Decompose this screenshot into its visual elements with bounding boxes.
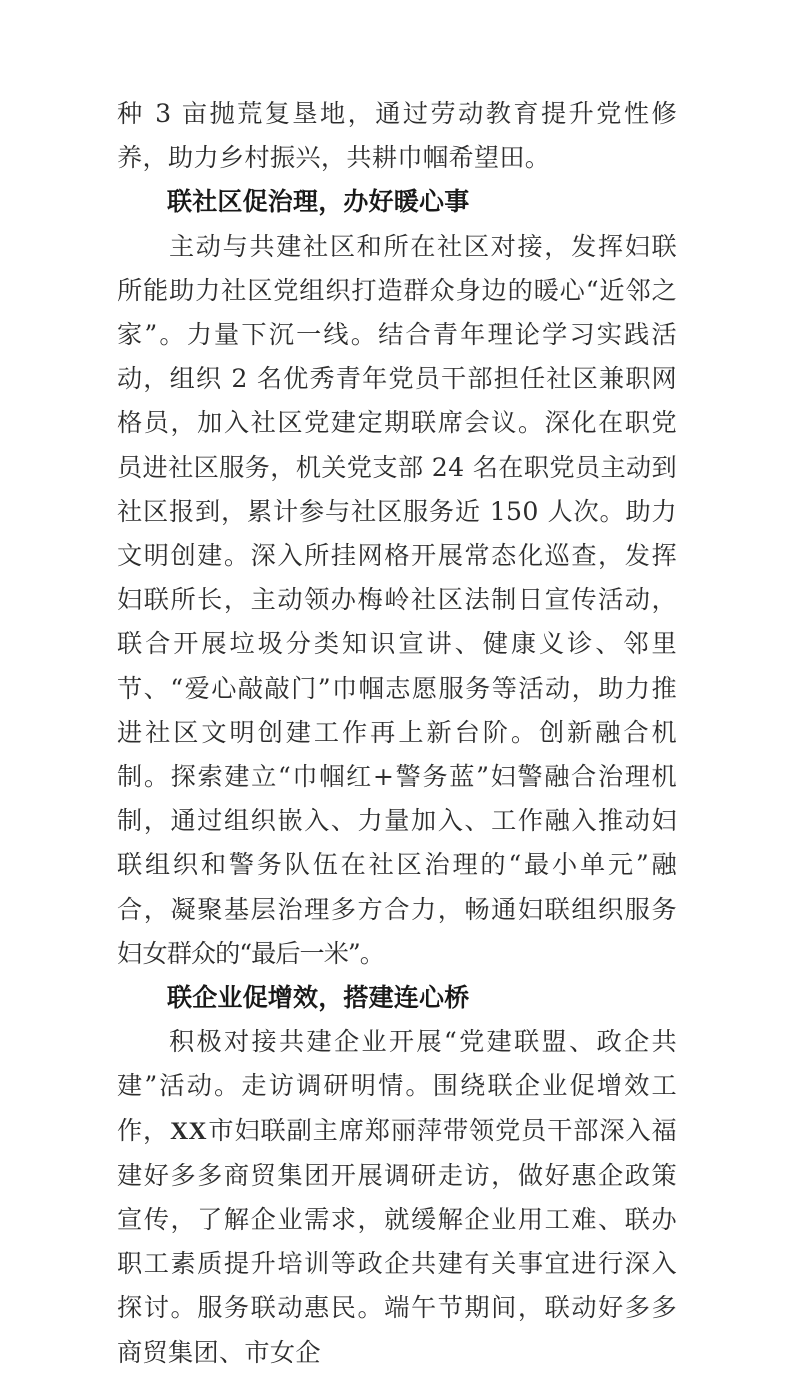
paragraph-continued [117, 92, 677, 180]
text-line: 市妇联副主席 [207, 1115, 365, 1145]
text-line: 郑丽萍带领党员干部深入福建好多多商贸集团开展调研走 [117, 1115, 677, 1190]
paragraph-community [117, 225, 677, 976]
text-line: 积极对接共建企业开展“党建联盟、政企共建”活动。 [117, 1027, 677, 1101]
section-heading-enterprise: 联企业促增效，搭建连心桥 [167, 984, 470, 1013]
text-line: 帼红+警务蓝”妇警融合治理机制，通过组织嵌入、力量加 [117, 762, 677, 836]
text-line: 区党组织打造群众身边的暖心“近邻之家”。力量下沉一线。 [117, 275, 678, 350]
text-line: 主动与共建社区和所在社区对接，发挥妇联所能助力社 [117, 231, 677, 305]
text-line: 入、工作融入推动妇联组织和警务队伍在社区治理的“最小 [117, 806, 677, 880]
text-line: 挂网格开展常态化巡查，发挥妇联所长，主动领办梅岭社区 [117, 541, 677, 615]
text-line: 区文明创建工作再上新台阶。创新融合机制。探索建立“巾 [117, 717, 677, 792]
text-line: 党员进社区服务，机关党支部 24 名在职党员主动到社区报 [117, 408, 677, 526]
text-line: 走访调研明情。围绕联企业促增效工作， [117, 1071, 677, 1145]
text-line: 联办职工素质提升培训等政企共建有关事宜进行深入探讨。 [117, 1205, 677, 1323]
text-line: 到，累计参与社区服务近 150 人次。助力文明创建。深入所 [117, 496, 677, 571]
text-line: 法制日宣传活动，联合开展垃圾分类知识宣讲、健康义诊、 [117, 585, 678, 659]
paragraph-enterprise [117, 1020, 677, 1375]
text-line: 任社区兼职网格员，加入社区党建定期联席会议。深化在职 [117, 364, 677, 438]
text-line: 女群众的“最后一米”。 [142, 938, 384, 968]
text-line: 邻里节、“爱心敲敲门”巾帼志愿服务等活动，助力推进社 [117, 629, 677, 747]
text-line: 种 3 亩抛荒复垦地，通过劳动教育提升党性修养，助力乡村 [117, 99, 677, 173]
text-line: 单元”融合，凝聚基层治理多方合力，畅通妇联组织服务妇 [117, 850, 677, 968]
section-heading-community: 联社区促治理，办好暖心事 [167, 188, 470, 217]
text-line: 振兴，共耕巾帼希望田。 [269, 143, 551, 173]
text-line: 访，做好惠企政策宣传，了解企业需求，就缓解企业用工难、 [117, 1160, 678, 1235]
text-line: 结合青年理论学习实践活动，组织 2 名优秀青年党员干部担 [117, 320, 677, 394]
document-text-body [117, 92, 677, 1375]
redacted-org-name: XX [170, 1117, 207, 1145]
text-line: 服务联动惠民。端午节期间，联动好多多商贸集团、市女企 [117, 1293, 677, 1367]
